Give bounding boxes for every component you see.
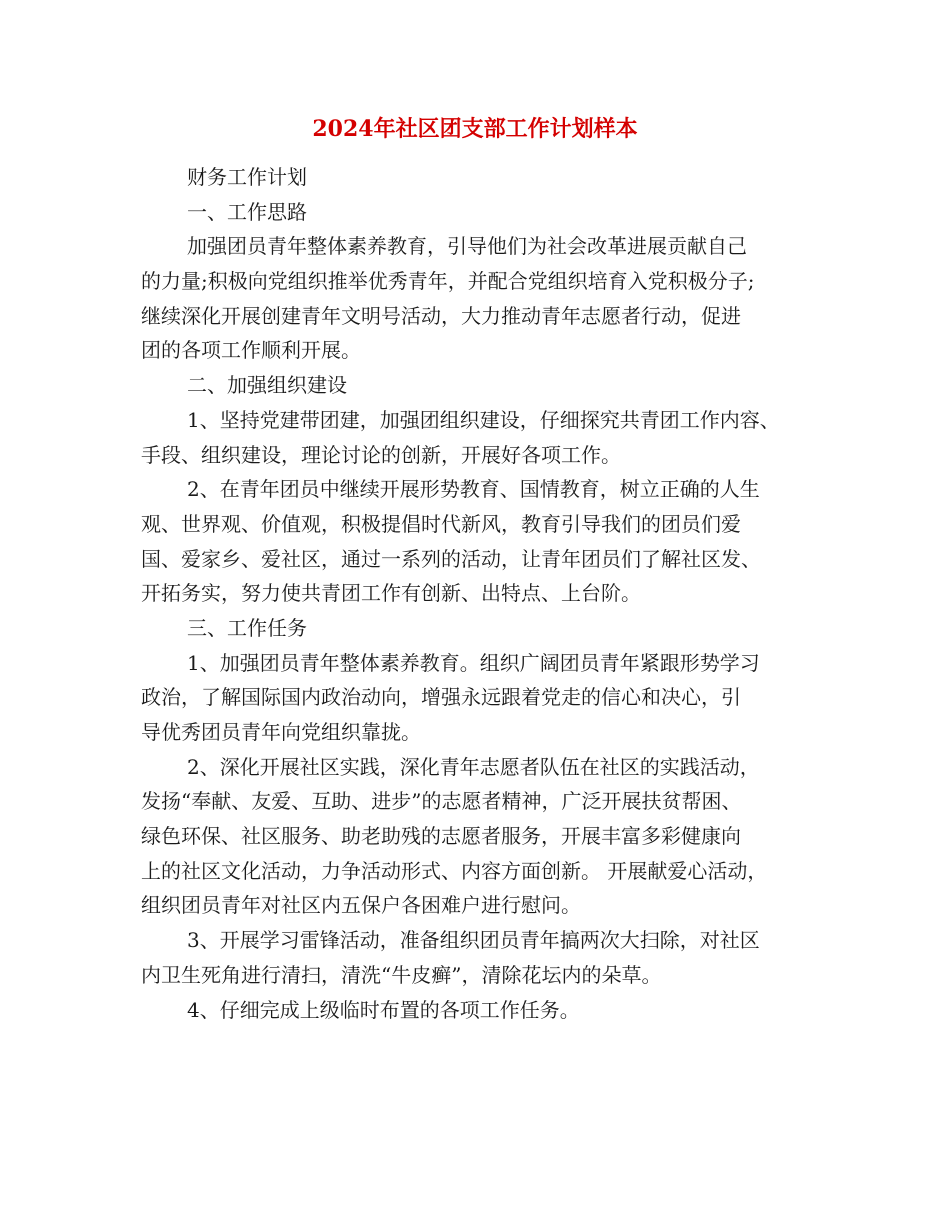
section-heading-finance-plan: 财务工作计划 [187,165,307,189]
paragraph-line: 绿色环保、社区服务、助老助残的志愿者服务，开展丰富多彩健康向 [141,824,741,849]
paragraph-line: 继续深化开展创建青年文明号活动，大力推动青年志愿者行动，促进 [141,303,741,328]
section-heading-work-ideas: 一、工作思路 [187,199,307,224]
paragraph-line: 内卫生死角进行清扫，清洗“牛皮癣”，清除花坛内的朵草。 [141,962,662,987]
paragraph-line: 2、在青年团员中继续开展形势教育、国情教育，树立正确的人生 [187,477,760,502]
paragraph-line: 加强团员青年整体素养教育，引导他们为社会改革进展贡献自己 [187,234,747,259]
paragraph-line: 导优秀团员青年向党组织靠拢。 [141,720,421,744]
document-body [141,160,831,1027]
paragraph-line: 的力量;积极向党组织推举优秀青年，并配合党组织培育入党积极分子; [141,269,755,294]
paragraph-line: 组织团员青年对社区内五保户各困难户进行慰问。 [141,893,581,918]
paragraph-line: 1、加强团员青年整体素养教育。组织广阔团员青年紧跟形势学习 [187,650,760,675]
paragraph-line: 政治，了解国际国内政治动向，增强永远跟着党走的信心和决心，引 [141,685,741,710]
paragraph-line: 2、深化开展社区实践，深化青年志愿者队伍在社区的实践活动， [187,754,760,779]
paragraph-line: 发扬“奉献、友爱、互助、进步”的志愿者精神，广泛开展扶贫帮困、 [141,789,742,814]
paragraph-line: 观、世界观、价值观，积极提倡时代新风，教育引导我们的团员们爱 [141,511,741,536]
document-title: 2024年社区团支部工作计划样本 [312,116,638,142]
paragraph-line: 国、爱家乡、爱社区，通过一系列的活动，让青年团员们了解社区发、 [141,546,761,571]
section-heading-tasks: 三、工作任务 [187,615,307,640]
paragraph-line: 3、开展学习雷锋活动，准备组织团员青年搞两次大扫除，对社区 [187,928,760,953]
paragraph-line: 手段、组织建设，理论讨论的创新，开展好各项工作。 [141,442,621,467]
paragraph-line: 团的各项工作顺利开展。 [141,338,361,363]
section-heading-organization: 二、加强组织建设 [187,373,347,398]
paragraph-line: 1、坚持党建带团建，加强团组织建设，仔细探究共青团工作内容、 [187,407,780,432]
paragraph-line: 4、仔细完成上级临时布置的各项工作任务。 [187,997,580,1022]
paragraph-line: 上的社区文化活动，力争活动形式、内容方面创新。 开展献爱心活动， [141,858,768,883]
paragraph-line: 开拓务实，努力使共青团工作有创新、出特点、上台阶。 [141,581,641,606]
